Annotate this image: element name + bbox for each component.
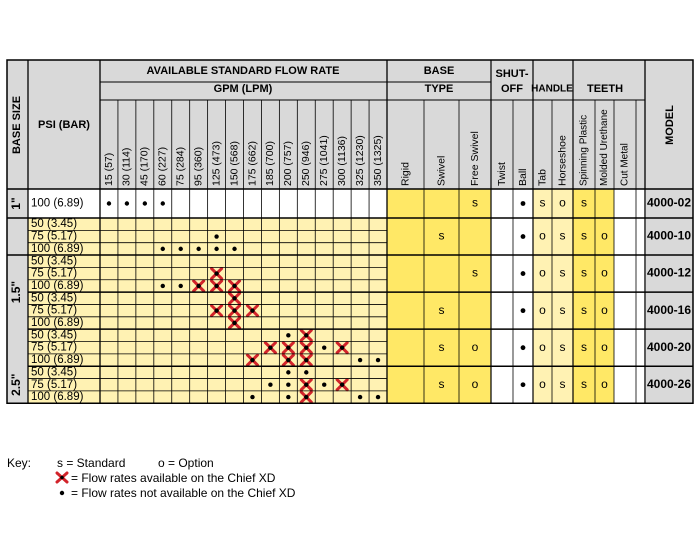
flow-dot-mark bbox=[232, 296, 236, 300]
model-number: 4000-20 bbox=[646, 339, 692, 354]
psi-value: 100 (6.89) bbox=[31, 317, 84, 330]
model-number: 4000-10 bbox=[646, 228, 692, 243]
option-value: o bbox=[539, 376, 546, 391]
flow-dot-mark bbox=[196, 247, 200, 251]
flow-dot-mark bbox=[161, 284, 165, 288]
flow-dot-mark bbox=[304, 333, 308, 337]
option-value: s bbox=[559, 265, 566, 280]
flow-column-label: 95 (360) bbox=[192, 146, 205, 186]
flow-column-label: 185 (700) bbox=[264, 141, 277, 186]
option-value: o bbox=[471, 339, 479, 354]
psi-value: 50 (3.45) bbox=[31, 292, 78, 305]
flow-column-label: 125 (473) bbox=[210, 141, 223, 186]
option-dot bbox=[521, 345, 526, 350]
flow-dot-mark bbox=[214, 308, 218, 312]
flow-dot-mark bbox=[179, 284, 183, 288]
option-value: o bbox=[601, 302, 608, 317]
flow-dot-mark bbox=[107, 201, 111, 205]
psi-value: 75 (5.17) bbox=[31, 341, 78, 354]
option-column-label: Spinning Plastic bbox=[578, 114, 590, 186]
option-value: s bbox=[581, 339, 587, 354]
flow-dot-mark bbox=[376, 358, 380, 362]
flow-column-label: 200 (757) bbox=[282, 141, 295, 186]
psi-value: 100 (6.89) bbox=[31, 391, 84, 404]
handle-column-fill bbox=[533, 189, 573, 403]
flow-dot-mark bbox=[340, 345, 344, 349]
flow-dot-mark bbox=[143, 201, 147, 205]
flow-column-label: 325 (1230) bbox=[353, 135, 366, 186]
option-value: s bbox=[581, 302, 587, 317]
flow-dot-mark bbox=[340, 383, 344, 387]
key-standard: s = Standard bbox=[57, 456, 126, 470]
flow-dot-mark bbox=[358, 395, 362, 399]
model-number: 4000-26 bbox=[646, 376, 692, 391]
flow-dot-mark bbox=[214, 247, 218, 251]
option-value: o bbox=[471, 376, 479, 391]
flow-column-label: 30 (114) bbox=[120, 147, 133, 186]
option-column-label: Horseshoe bbox=[556, 135, 569, 186]
flow-column-label: 350 (1325) bbox=[371, 135, 384, 186]
option-value: o bbox=[601, 265, 608, 280]
option-column-fill bbox=[459, 189, 491, 403]
base-size-label: 1" bbox=[9, 197, 24, 210]
flow-column-label: 175 (662) bbox=[246, 141, 259, 186]
flow-column-label: 150 (568) bbox=[228, 141, 241, 186]
flow-column-label: 275 (1041) bbox=[318, 135, 330, 186]
option-column-label: Cut Metal bbox=[619, 143, 631, 186]
option-value: o bbox=[559, 195, 566, 210]
option-dot bbox=[521, 382, 526, 387]
header-model: MODEL bbox=[663, 105, 676, 145]
option-dot bbox=[521, 201, 526, 206]
dot-icon bbox=[55, 486, 69, 499]
psi-value: 75 (5.17) bbox=[31, 304, 78, 317]
key-label: Key: bbox=[7, 456, 32, 470]
flow-dot-mark bbox=[250, 358, 254, 362]
flow-dot-mark bbox=[250, 395, 254, 399]
flow-dot-mark bbox=[304, 358, 308, 362]
psi-value: 100 (6.89) bbox=[31, 354, 84, 367]
option-value: s bbox=[472, 265, 478, 280]
option-value: s bbox=[472, 195, 478, 210]
flow-dot-mark bbox=[286, 370, 290, 374]
key-xd-not-available: = Flow rates not available on the Chief XD bbox=[71, 486, 296, 500]
flow-column-label: 250 (946) bbox=[300, 141, 313, 186]
option-column-label: Twist bbox=[495, 162, 508, 186]
option-value: s bbox=[559, 302, 566, 317]
psi-value: 75 (5.17) bbox=[31, 378, 78, 391]
flow-dot-mark bbox=[322, 345, 326, 349]
flow-dot-mark bbox=[161, 201, 165, 205]
key-option: o = Option bbox=[158, 456, 214, 470]
option-value: s bbox=[581, 195, 587, 210]
base-size-label: 2.5" bbox=[9, 373, 24, 396]
option-column-fill bbox=[387, 189, 424, 403]
option-column-label: Swivel bbox=[435, 155, 448, 186]
flow-dot-mark bbox=[286, 333, 290, 337]
option-dot bbox=[521, 308, 526, 313]
header-base: BASE bbox=[423, 64, 455, 77]
option-column-label: Tab bbox=[536, 169, 549, 186]
option-dot bbox=[521, 271, 526, 276]
flow-dot-mark bbox=[304, 395, 308, 399]
flow-dot-mark bbox=[358, 358, 362, 362]
key-xd-available: = Flow rates available on the Chief XD bbox=[71, 471, 276, 485]
flow-dot-mark bbox=[125, 201, 129, 205]
option-column-label: Ball bbox=[516, 168, 529, 186]
base-size-label: 1.5" bbox=[9, 280, 24, 304]
psi-value: 75 (5.17) bbox=[31, 230, 78, 243]
option-column-label: Molded Urethane bbox=[599, 109, 611, 186]
option-value: o bbox=[539, 228, 546, 243]
option-value: s bbox=[581, 265, 587, 280]
header-psi: PSI (BAR) bbox=[38, 118, 90, 131]
flow-dot-mark bbox=[196, 284, 200, 288]
flow-dot-mark bbox=[161, 247, 165, 251]
option-column-fill bbox=[424, 189, 459, 403]
psi-value: 100 (6.89) bbox=[31, 197, 84, 210]
red-x-icon bbox=[55, 471, 69, 484]
psi-value: 50 (3.45) bbox=[31, 329, 78, 342]
option-value: s bbox=[438, 228, 445, 243]
option-value: s bbox=[559, 228, 566, 243]
header-handle: HANDLE bbox=[531, 83, 573, 95]
header-teeth: TEETH bbox=[586, 82, 624, 95]
flow-dot-mark bbox=[304, 383, 308, 387]
header-off: OFF bbox=[501, 82, 523, 95]
psi-value: 75 (5.17) bbox=[31, 267, 78, 280]
flow-dot-mark bbox=[268, 345, 272, 349]
flow-dot-mark bbox=[304, 345, 308, 349]
flow-dot-mark bbox=[250, 308, 254, 312]
flow-dot-mark bbox=[376, 395, 380, 399]
option-column-label: Free Swivel bbox=[468, 131, 481, 186]
model-number: 4000-12 bbox=[646, 265, 692, 280]
option-value: s bbox=[559, 376, 566, 391]
flow-dot-mark bbox=[214, 284, 218, 288]
flow-column-label: 75 (284) bbox=[174, 146, 187, 186]
flow-dot-mark bbox=[214, 234, 218, 238]
psi-value: 100 (6.89) bbox=[31, 242, 84, 255]
model-number: 4000-16 bbox=[646, 302, 692, 317]
option-value: s bbox=[539, 195, 546, 210]
flow-dot-mark bbox=[286, 358, 290, 362]
flow-dot-mark bbox=[232, 284, 236, 288]
model-number: 4000-02 bbox=[646, 195, 692, 210]
option-value: s bbox=[438, 339, 445, 354]
flow-dot-mark bbox=[286, 383, 290, 387]
flow-dot-mark bbox=[286, 345, 290, 349]
option-value: o bbox=[539, 265, 546, 280]
option-dot bbox=[521, 234, 526, 239]
flow-dot-mark bbox=[268, 383, 272, 387]
option-value: s bbox=[438, 302, 445, 317]
flow-dot-mark bbox=[304, 370, 308, 374]
option-column-fill bbox=[573, 189, 595, 403]
option-column-fill bbox=[595, 189, 614, 403]
flow-dot-mark bbox=[286, 395, 290, 399]
psi-value: 50 (3.45) bbox=[31, 255, 78, 268]
model-column-bg bbox=[646, 189, 693, 403]
flow-dot-mark bbox=[232, 247, 236, 251]
option-value: s bbox=[438, 376, 445, 391]
option-value: s bbox=[581, 376, 587, 391]
flow-dot-mark bbox=[322, 383, 326, 387]
flow-dot-mark bbox=[232, 308, 236, 312]
flow-dot-mark bbox=[179, 247, 183, 251]
option-value: o bbox=[601, 339, 608, 354]
option-column-label: Rigid bbox=[399, 162, 412, 186]
flow-column-label: 15 (57) bbox=[102, 152, 115, 186]
flow-dot-mark bbox=[214, 271, 218, 275]
option-value: s bbox=[559, 339, 566, 354]
option-value: s bbox=[581, 228, 587, 243]
header-type: TYPE bbox=[424, 82, 454, 95]
psi-value: 50 (3.45) bbox=[31, 366, 78, 379]
header-flow-title: AVAILABLE STANDARD FLOW RATE bbox=[146, 64, 340, 77]
psi-value: 50 (3.45) bbox=[31, 218, 78, 231]
option-value: o bbox=[601, 228, 608, 243]
header-shut: SHUT- bbox=[495, 67, 529, 80]
flow-column-label: 300 (1136) bbox=[335, 135, 348, 186]
option-value: o bbox=[601, 376, 608, 391]
header-flow-units: GPM (LPM) bbox=[213, 82, 273, 95]
flow-dot-mark bbox=[232, 321, 236, 325]
flow-column-label: 45 (170) bbox=[138, 146, 151, 186]
psi-value: 100 (6.89) bbox=[31, 279, 84, 292]
option-value: o bbox=[539, 302, 546, 317]
header-base-size: BASE SIZE bbox=[10, 95, 23, 155]
option-value: o bbox=[539, 339, 546, 354]
flow-column-label: 60 (227) bbox=[156, 146, 169, 186]
